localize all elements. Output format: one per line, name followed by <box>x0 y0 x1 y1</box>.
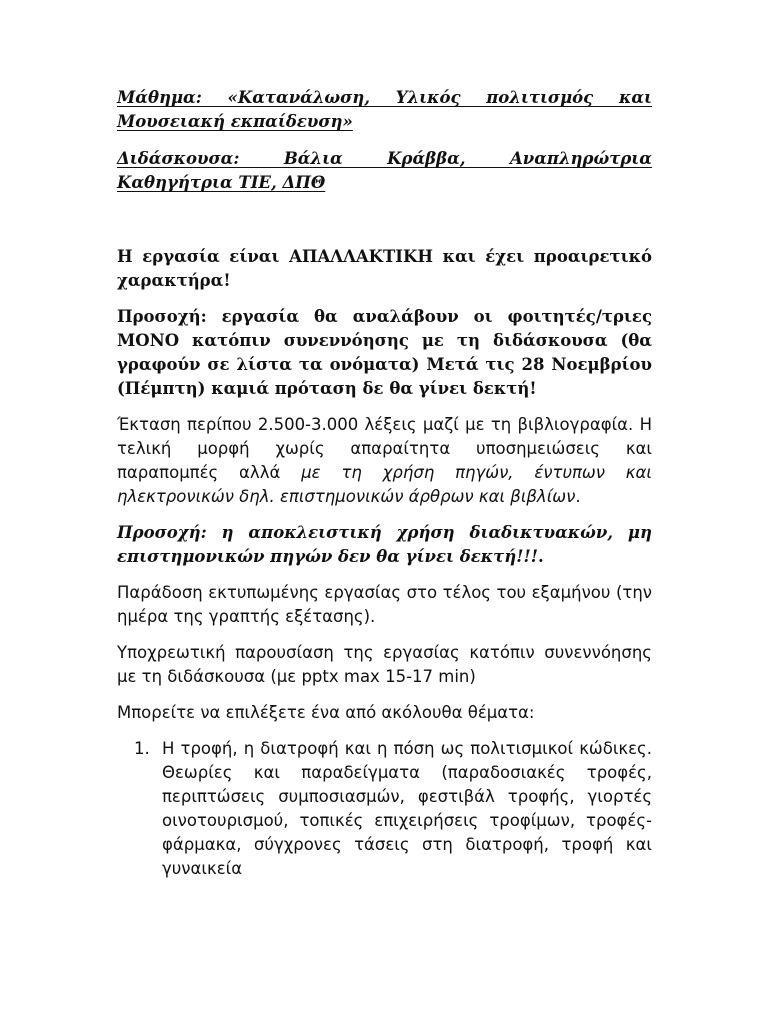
document-body <box>117 86 652 881</box>
list-item-text: Η τροφή, η διατροφή και η πόση ως πολιτισμικοί κώδικες. Θεωρίες και παραδείγματα (παραδοσιακές τροφές, περιπτώσεις συμποσιασμών, φεστιβάλ τροφής, γιορτές οινοτουρισμού, τοπικές επιχειρήσεις τροφίμων, τροφές-φάρμακα, σύγχρονες τάσεις στη διατροφή, τροφή και γυναικεία <box>162 739 652 878</box>
list-item-number: 1. <box>134 739 150 758</box>
course-title-line1: Μάθημα: «Κατανάλωση, Υλικός πολιτισμός και <box>117 88 652 107</box>
instructor-line <box>117 147 652 195</box>
course-title-line2: Μουσειακή εκπαίδευση» <box>117 112 353 131</box>
instructor-line1: Διδάσκουσα: Βάλια Κράββα, Αναπληρώτρια <box>117 149 652 168</box>
length-text-italic: με τη χρήση πηγών, έντυπων και ηλεκτρονικών δηλ. επιστημονικών άρθρων και βιβλίων <box>117 463 652 506</box>
list-item <box>117 737 652 881</box>
choose-topic-text: Μπορείτε να επιλέξετε ένα από ακόλουθα θέματα: <box>117 703 535 722</box>
length-text: Έκταση περίπου 2.500-3.000 λέξεις μαζί με τη βιβλιογραφία. Η τελική μορφή χωρίς απαραίτητα υποσημειώσεις και παραπομπές αλλά <box>117 415 652 482</box>
sources-warning-italic: Προσοχή: η αποκλειστική χρήση διαδικτυακών, μη επιστημονικών πηγών δεν θα γίνει δεκτή!!! <box>117 523 652 566</box>
warning-paragraph: Προσοχή: εργασία θα αναλάβουν οι φοιτητές/τριες ΜΟΝΟ κατόπιν συνεννόησης με τη διδάσκουσα (θα γραφούν σε λίστα τα ονόματα) Μετά τις 28 Νοεμβρίου (Πέμπτη) καμιά πρόταση δε θα γίνει δεκτή! <box>117 307 652 398</box>
length-text-end: . <box>575 487 581 506</box>
course-title <box>117 86 652 134</box>
instructor-line2: Καθηγήτρια ΤΙΕ, ΔΠΘ <box>117 173 326 192</box>
length-paragraph <box>117 413 652 509</box>
exemption-notice: Η εργασία είναι ΑΠΑΛΛΑΚΤΙΚΗ και έχει προαιρετικό χαρακτήρα! <box>117 247 652 290</box>
sources-warning <box>117 521 652 569</box>
topics-list <box>117 737 652 881</box>
delivery-paragraph: Παράδοση εκτυπωμένης εργασίας στο τέλος του εξαμήνου (την ημέρα της γραπτής εξέτασης). <box>117 583 652 626</box>
sources-warning-end: . <box>538 547 544 566</box>
presentation-paragraph: Υποχρεωτική παρουσίαση της εργασίας κατόπιν συνεννόησης με τη διδάσκουσα (με pptx max 15-17 min) <box>117 643 652 686</box>
